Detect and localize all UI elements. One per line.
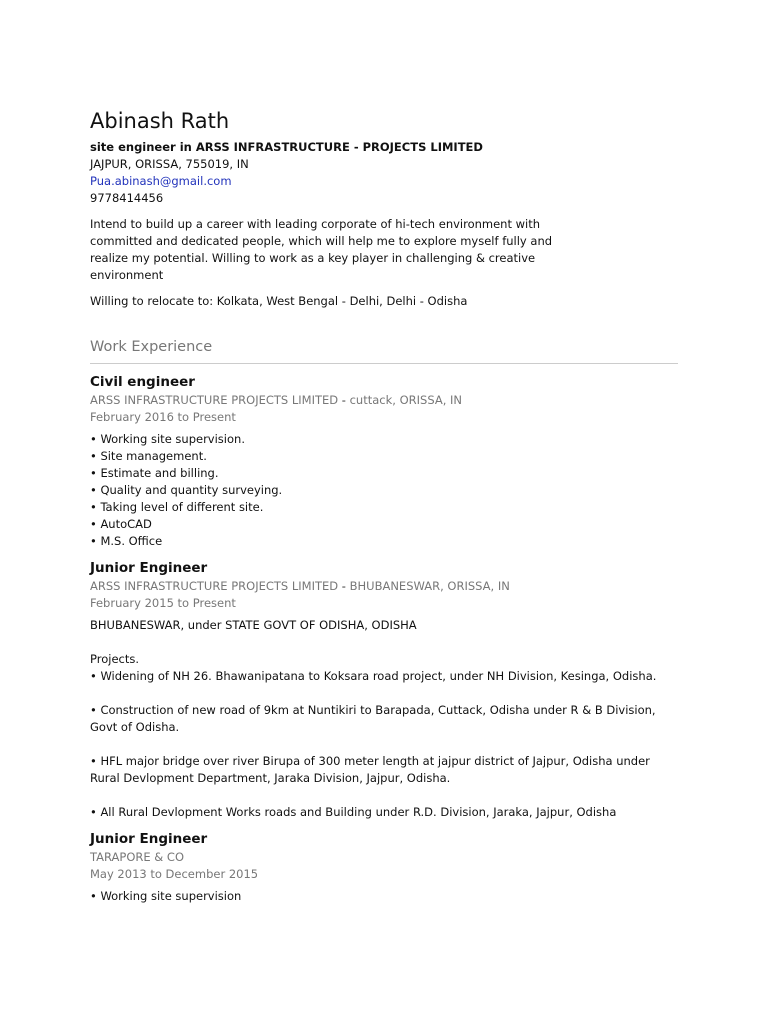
job-description: • Working site supervision <box>90 889 242 903</box>
resume-content <box>90 106 678 905</box>
job-entry <box>90 559 678 821</box>
job-title: Civil engineer <box>90 374 195 390</box>
candidate-email-link[interactable]: Pua.abinash@gmail.com <box>90 174 232 188</box>
candidate-headline: site engineer in ARSS INFRASTRUCTURE - PROJECTS LIMITED <box>90 140 483 154</box>
work-experience-heading: Work Experience <box>90 336 678 364</box>
job-company-line <box>90 578 678 595</box>
job-separator: - <box>338 393 350 407</box>
job-location: BHUBANESWAR, ORISSA, IN <box>349 579 510 593</box>
job-title: Junior Engineer <box>90 560 208 576</box>
relocation-preference: Willing to relocate to: Kolkata, West Bengal - Delhi, Delhi - Odisha <box>90 294 468 308</box>
job-company: ARSS INFRASTRUCTURE PROJECTS LIMITED <box>90 393 339 407</box>
candidate-phone: 9778414456 <box>90 191 164 205</box>
job-company: ARSS INFRASTRUCTURE PROJECTS LIMITED <box>90 579 339 593</box>
job-entry <box>90 373 678 550</box>
job-dates: February 2015 to Present <box>90 596 236 610</box>
job-company: TARAPORE & CO <box>90 850 184 864</box>
job-dates: May 2013 to December 2015 <box>90 867 259 881</box>
job-company-line <box>90 392 678 409</box>
job-company-line <box>90 849 678 866</box>
job-title: Junior Engineer <box>90 831 208 847</box>
job-dates: February 2016 to Present <box>90 410 236 424</box>
job-location: cuttack, ORISSA, IN <box>349 393 462 407</box>
candidate-name: Abinash Rath <box>90 109 230 133</box>
job-entry <box>90 830 678 905</box>
job-separator: - <box>338 579 350 593</box>
candidate-location: JAJPUR, ORISSA, 755019, IN <box>90 157 249 171</box>
candidate-summary: Intend to build up a career with leading corporate of hi-tech environment with committed and dedicated people, which will help me to explore myself fully and realize my potential. Willing to work as a key player in challenging & creative environment <box>90 217 553 282</box>
job-description: BHUBANESWAR, under STATE GOVT OF ODISHA, ODISHA Projects. • Widening of NH 26. Bhawanipatana to Koksara road project, under NH Division, Kesinga, Odisha. • Construction of new road of 9km at Nuntikiri to Barapada, Cuttack, Odisha under R & B Division, Govt of Odisha. • HFL major bridge over river Birupa of 300 meter length at jajpur district of Jajpur, Odisha under Rural Devlopment Department, Jaraka Division, Jajpur, Odisha. • All Rural Devlopment Works roads and Building under R.D. Division, Jaraka, Jajpur, Odisha <box>90 618 657 819</box>
job-description: • Working site supervision. • Site management. • Estimate and billing. • Quality and quantity surveying. • Taking level of different site. • AutoCAD • M.S. Office <box>90 432 283 548</box>
